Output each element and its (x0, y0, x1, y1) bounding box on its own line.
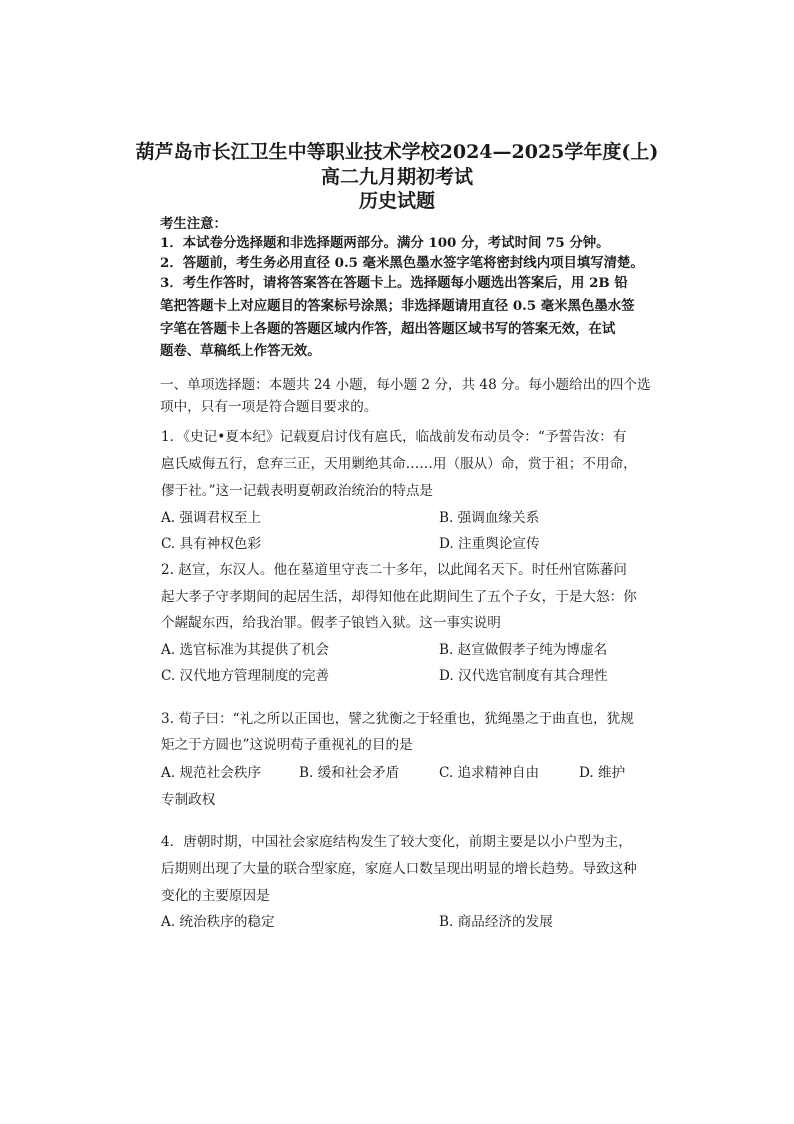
subject-title: 历史试题 (358, 190, 435, 212)
question-1-option-b[interactable]: B. 强调血缘关系 (439, 510, 540, 526)
notice-line: 1．本试卷分选择题和非选择题两部分。满分 100 分，考试时间 75 分钟。 (160, 235, 610, 251)
question-3-option-b[interactable]: B. 缓和社会矛盾 (299, 765, 400, 781)
question-1-stem: 僇于社。”这一记载表明夏朝政治统治的特点是 (161, 483, 434, 499)
question-1-option-a[interactable]: A. 强调君权至上 (161, 510, 262, 526)
question-2-option-a[interactable]: A. 选官标准为其提供了机会 (161, 642, 329, 658)
notice-line: 题卷、草稿纸上作答无效。 (160, 343, 321, 359)
section-instructions: 一、单项选择题：本题共 24 小题，每小题 2 分，共 48 分。每小题给出的四个选 (160, 377, 651, 393)
question-4-stem: 变化的主要原因是 (161, 888, 270, 904)
question-4-stem: 后期则出现了大量的联合型家庭，家庭人口数呈现出明显的增长趋势。导致这种 (161, 861, 637, 877)
notice-line: 字笔在答题卡上各题的答题区域内作答，超出答题区域书写的答案无效，在试 (160, 321, 616, 337)
notice-line: 2．答题前，考生务必用直径 0.5 毫米黑色墨水签字笔将密封线内项目填写清楚。 (160, 255, 644, 271)
question-1-stem: 1．《史记•夏本纪》记载夏启讨伐有扈氏，临战前发布动员令：“予誓告汝：有 (161, 429, 627, 445)
question-2-option-d[interactable]: D. 汉代选官制度有其合理性 (439, 668, 608, 684)
question-1-option-c[interactable]: C. 具有神权色彩 (161, 536, 262, 552)
question-2-option-b[interactable]: B. 赵宣做假孝子纯为博虚名 (439, 642, 608, 658)
question-3-option-c[interactable]: C. 追求精神自由 (439, 765, 540, 781)
question-3-stem: 矩之于方圆也”这说明荀子重视礼的目的是 (161, 737, 413, 753)
question-3-stem: 3. 荀子曰：“礼之所以正国也，譬之犹衡之于轻重也，犹绳墨之于曲直也，犹规 (161, 711, 634, 727)
question-1-stem: 扈氏威侮五行，怠弃三正，天用剿绝其命……用（服从）命，赏于祖；不用命， (161, 456, 637, 472)
question-4-stem: 4．唐朝时期，中国社会家庭结构发生了较大变化，前期主要是以小户型为主， (161, 834, 632, 850)
question-4-option-a[interactable]: A. 统治秩序的稳定 (161, 914, 275, 930)
section-instructions: 项中，只有一项是符合题目要求的。 (160, 399, 378, 415)
question-1-option-d[interactable]: D. 注重舆论宣传 (439, 536, 540, 552)
exam-title: 高二九月期初考试 (320, 166, 473, 188)
question-2-stem: 2. 赵宣，东汉人。他在墓道里守丧二十多年，以此闻名天下。时任州官陈蕃问 (161, 562, 627, 578)
question-2-option-c[interactable]: C. 汉代地方管理制度的完善 (161, 668, 330, 684)
question-3-option-d[interactable]: D. 维护 (579, 765, 626, 781)
question-2-stem: 起大孝子守孝期间的起居生活，却得知他在此期间生了五个子女，于是大怒：你 (161, 589, 637, 605)
notice-line: 笔把答题卡上对应题目的答案标号涂黑；非选择题请用直径 0.5 毫米黑色墨水签 (160, 298, 635, 314)
school-title: 葫芦岛市长江卫生中等职业技术学校2024—2025学年度(上) (135, 141, 659, 163)
question-3-option-a[interactable]: A. 规范社会秩序 (161, 765, 262, 781)
question-2-stem: 个龌龊东西，给我治罪。假孝子锒铛入狱。这一事实说明 (161, 615, 501, 631)
notice-line: 3．考生作答时，请将答案答在答题卡上。选择题每小题选出答案后，用 2B 铅 (160, 275, 628, 291)
question-3-option-d-wrap[interactable]: 专制政权 (161, 792, 216, 808)
question-4-option-b[interactable]: B. 商品经济的发展 (439, 914, 553, 930)
notice-heading: 考生注意： (160, 216, 227, 232)
